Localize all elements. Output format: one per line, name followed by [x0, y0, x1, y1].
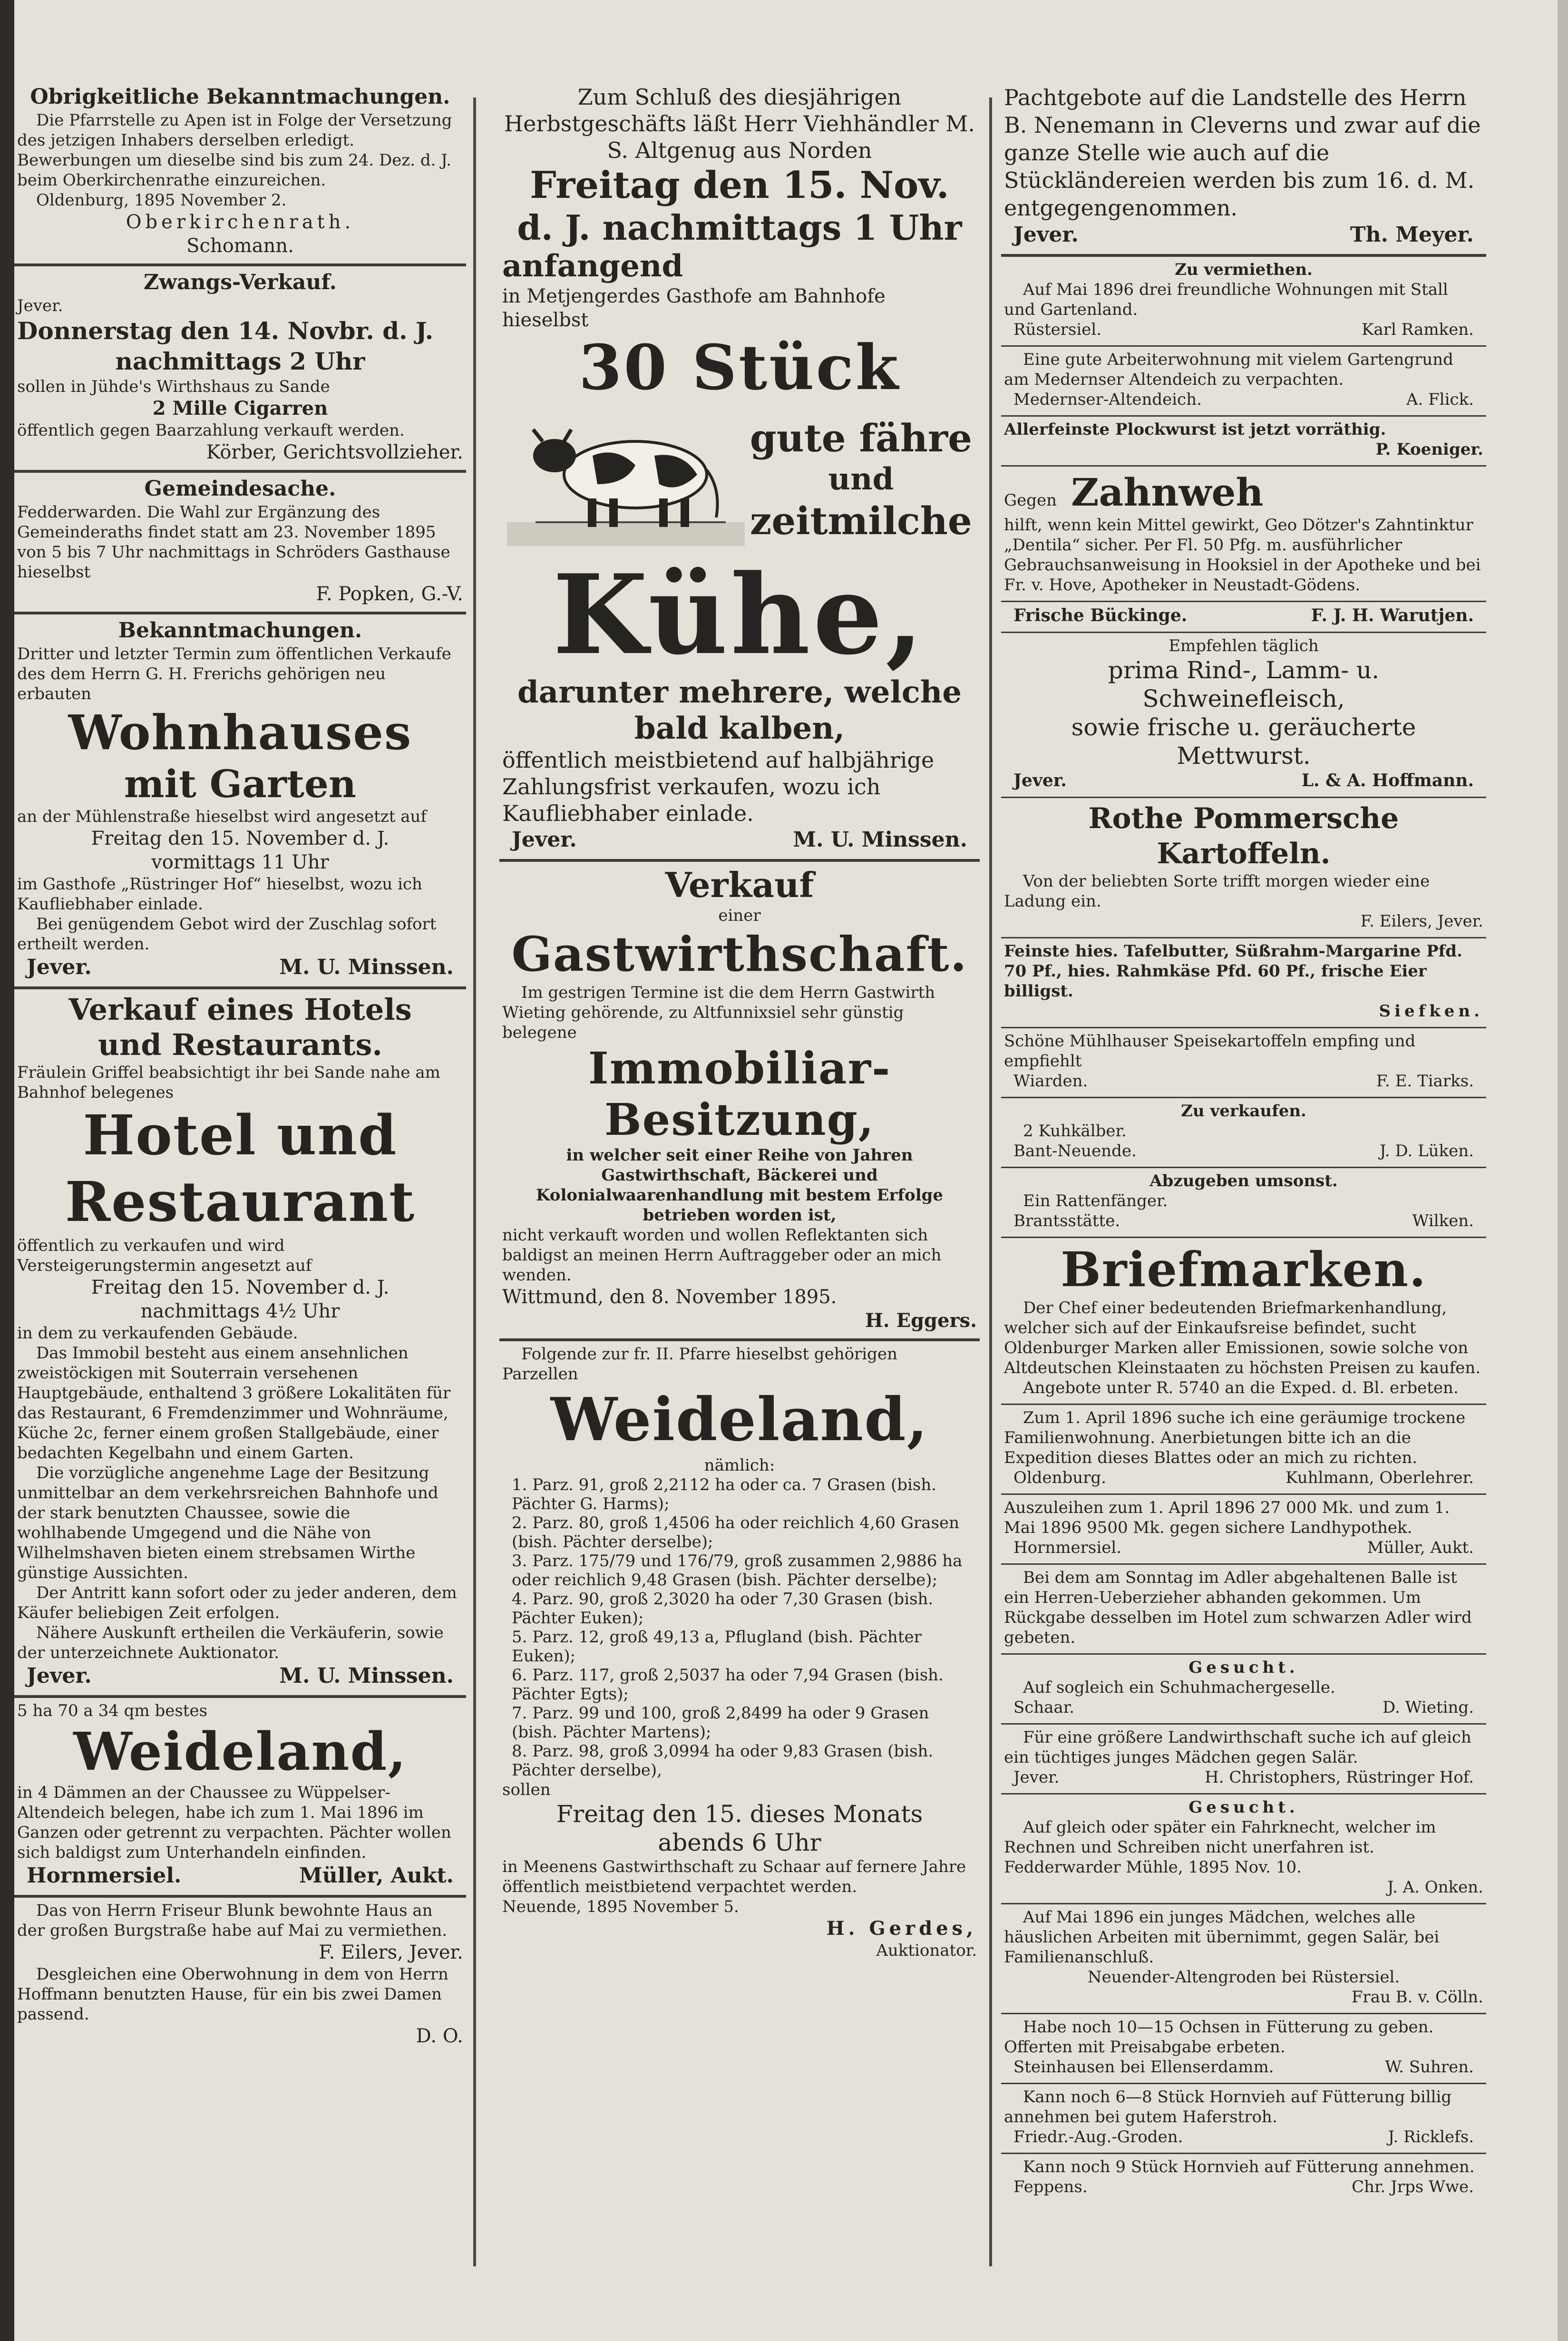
ad-signature-row — [1004, 222, 1483, 248]
ad-date-line: Freitag den 15. dieses Monats — [556, 1800, 923, 1828]
ad-text: anfangend — [502, 248, 683, 284]
ad-place: Schaar. — [1013, 1698, 1075, 1717]
ad-text: nicht verkauft worden und wollen Reflektanten sich baldigst an meinen Herrn Auftraggeber oder an mich wenden. — [502, 1226, 942, 1285]
ad-title: Zu vermiethen. — [1175, 260, 1313, 279]
ad-signature: Schomann. — [186, 235, 294, 257]
ad-signature: Körber, Gerichtsvollzieher. — [206, 441, 463, 463]
ad-weideland-2 — [499, 1341, 980, 1966]
ad-org: Oberkirchenrath. — [126, 211, 355, 233]
ad-signature: Siefken. — [1379, 1002, 1483, 1021]
ad-text: Auf sogleich ein Schuhmachergeselle. — [1023, 1678, 1335, 1697]
ad-headline: Immobiliar- — [588, 1043, 891, 1094]
ad-signature: A. Flick. — [1406, 390, 1474, 409]
parcel-item: 5. Parz. 12, groß 49,13 a, Pflugland (bish. Pächter Euken); — [512, 1628, 922, 1666]
ad-landwirthschaft — [1001, 1725, 1486, 1795]
ad-headline: Hotel und — [83, 1103, 398, 1168]
ad-signature: J. A. Onken. — [1387, 1878, 1483, 1897]
column-2 — [499, 81, 980, 2316]
ad-signature: L. & A. Hoffmann. — [1301, 771, 1474, 790]
cow-illustration — [507, 403, 745, 556]
ad-arbeiterwohnung — [1001, 347, 1486, 417]
ad-signature: M. U. Minssen. — [279, 955, 454, 979]
ad-text: Ein Rattenfänger. — [1023, 1191, 1168, 1210]
ad-headline: Restaurant — [65, 1170, 416, 1234]
ad-hotel — [14, 989, 466, 1698]
ad-date-line: Freitag den 15. November d. J. — [91, 828, 390, 849]
ad-familienwohnung — [1001, 1405, 1486, 1495]
ad-text: Kann noch 6—8 Stück Hornvieh auf Fütterung billig annehmen bei gutem Haferstroh. — [1004, 2087, 1452, 2126]
ad-intro: 5 ha 70 a 34 qm bestes — [17, 1701, 208, 1720]
ad-text: Angebote unter R. 5740 an die Exped. d. Bl. erbeten. — [1023, 1378, 1459, 1397]
ad-title: Zu verkaufen. — [1181, 1102, 1306, 1121]
ad-signature-row — [1004, 2127, 1483, 2147]
ad-date: Fedderwarder Mühle, 1895 Nov. 10. — [1004, 1858, 1302, 1877]
ad-place: Rüstersiel. — [1013, 320, 1102, 339]
ad-date-line: Freitag den 15. November d. J. — [91, 1277, 390, 1298]
ad-signature-row — [1004, 1468, 1483, 1488]
ad-time-line: abends 6 Uhr — [658, 1829, 821, 1856]
ad-kartoffeln — [1001, 798, 1486, 938]
cow-right-text — [750, 415, 972, 544]
ad-signature: Kuhlmann, Oberlehrer. — [1286, 1468, 1474, 1487]
ad-zahnweh — [1001, 467, 1486, 602]
ad-text: Auf gleich oder später ein Fahrknecht, welcher im Rechnen und Schreiben nicht unerfahren ist. — [1004, 1818, 1436, 1857]
ad-signature-row — [17, 954, 463, 981]
ad-intro: Im gestrigen Termine ist die dem Herrn Gastwirth Wieting gehörende, zu Altfunnixsiel sehr günstig belegene — [502, 983, 935, 1042]
ad-briefmarken — [1001, 1238, 1486, 1405]
parcel-item: 7. Parz. 99 und 100, groß 2,8499 ha oder 9 Grasen (bish. Pächter Martens); — [512, 1704, 929, 1742]
ad-ueberzieher — [1001, 1565, 1486, 1655]
ad-signature-row — [1004, 2057, 1483, 2077]
ad-place: Hornmersiel. — [27, 1863, 182, 1888]
ad-subheadline: darunter mehrere, welche — [517, 674, 962, 710]
ad-text: sowie frische u. geräucherte Mettwurst. — [1071, 713, 1416, 770]
ad-text: Habe noch 10—15 Ochsen in Fütterung zu geben. Offerten mit Preisabgabe erbeten. — [1004, 2018, 1434, 2057]
ad-signature-row — [1004, 1071, 1483, 1091]
ad-text: öffentlich meistbietend auf halbjährige Zahlungsfrist verkaufen, wozu ich Kaufliebhaber einlade. — [502, 747, 935, 826]
ad-signature-title: Auktionator. — [876, 1941, 977, 1960]
ad-gesucht-schuhmacher — [1001, 1655, 1486, 1725]
ad-signature: F. E. Tiarks. — [1376, 1072, 1474, 1091]
ad-text: zeitmilche — [750, 498, 972, 543]
parcel-item: 1. Parz. 91, groß 2,2112 ha oder ca. 7 Grasen (bish. Pächter G. Harms); — [512, 1475, 937, 1513]
ad-text: Frische Bückinge. — [1013, 605, 1188, 625]
ad-hornvieh-2 — [1001, 2154, 1486, 2203]
ad-auszuleihen — [1001, 1495, 1486, 1565]
ad-intro: Fräulein Griffel beabsichtigt ihr bei Sande nahe am Bahnhof belegenes — [17, 1063, 440, 1102]
ad-signature-row — [1004, 770, 1483, 791]
ad-text: Kann noch 9 Stück Hornvieh auf Fütterung annehmen. — [1023, 2157, 1475, 2176]
ad-text: gute fähre — [750, 416, 972, 460]
ad-plockwurst — [1001, 417, 1486, 467]
ad-signature: Th. Meyer. — [1350, 223, 1474, 247]
ad-date-line: Donnerstag den 14. Novbr. d. J. — [17, 317, 434, 345]
ad-text: Feinste hies. Tafelbutter, Süßrahm-Margarine Pfd. 70 Pf., hies. Rahmkäse Pfd. 60 Pf., frische Eier billigst. — [1004, 942, 1462, 1001]
ad-signature: H. Gerdes, — [826, 1917, 977, 1940]
parcel-item: 6. Parz. 117, groß 2,5037 ha oder 7,94 Grasen (bish. Pächter Egts); — [512, 1666, 944, 1704]
ad-signature-row — [17, 1863, 463, 1889]
ad-text: sollen in Jühde's Wirthshaus zu Sande — [17, 377, 330, 396]
ad-title: Bekanntmachungen. — [118, 618, 362, 643]
ad-title: Zwangs-Verkauf. — [143, 270, 337, 294]
ad-headline-row — [1004, 469, 1483, 515]
ad-headline: mit Garten — [124, 761, 357, 806]
ad-signature: Chr. Jrps Wwe. — [1352, 2177, 1474, 2196]
ad-signature: Wilken. — [1412, 1211, 1474, 1230]
ad-place: Friedr.-Aug.-Groden. — [1013, 2127, 1183, 2146]
ad-text: Das von Herrn Friseur Blunk bewohnte Haus an der großen Burgstraße habe auf Mai zu vermiethen. — [17, 1901, 448, 1940]
ad-signature: Frau B. v. Cölln. — [1351, 1988, 1483, 2007]
ad-text: Für eine größere Landwirthschaft suche ich auf gleich ein tüchtiges junges Mädchen gegen Salär. — [1004, 1728, 1471, 1767]
ad-signature: F. Eilers, Jever. — [1360, 912, 1483, 931]
ad-signature-row — [1004, 1538, 1483, 1558]
ad-text: nämlich: — [704, 1456, 775, 1475]
ad-weideland-1 — [14, 1698, 466, 1898]
ad-subheadline: bald kalben, — [634, 711, 845, 746]
ad-signature-row — [1004, 1767, 1483, 1787]
ad-speisekartoffeln — [1001, 1028, 1486, 1098]
ad-signature-row — [1004, 1697, 1483, 1717]
ad-signature-row — [17, 1663, 463, 1689]
parcel-item: 2. Parz. 80, groß 1,4506 ha oder reichlich 4,60 Grasen (bish. Pächter derselbe); — [512, 1513, 960, 1551]
ad-place: Jever. — [1013, 1768, 1060, 1787]
ad-place: Neuender-Altengroden bei Rüstersiel. — [1087, 1968, 1400, 1987]
ad-gastwirthschaft — [499, 862, 980, 1341]
ad-text: in dem zu verkaufenden Gebäude. — [17, 1324, 298, 1343]
ad-text: öffentlich zu verkaufen und wird Versteigerungstermin angesetzt auf — [17, 1236, 312, 1275]
ad-text: 2 Mille Cigarren — [152, 397, 328, 419]
ad-intro: Folgende zur fr. II. Pfarre hieselbst gehörigen Parzellen — [502, 1345, 897, 1384]
ad-signature: F. Popken, G.-V. — [316, 583, 463, 605]
ad-text: an der Mühlenstraße hieselbst wird angesetzt auf — [17, 807, 427, 826]
ad-bueckinge — [1001, 602, 1486, 633]
column-1 — [14, 81, 466, 2316]
ad-signature: H. Christophers, Rüstringer Hof. — [1205, 1768, 1474, 1787]
ad-text: Das Immobil besteht aus einem ansehnlichen zweistöckigen mit Souterrain versehenen Hauptgebäude, enthaltend 3 größere Lokalitäten für das Restaurant, 6 Fremdenzimmer und Wohnräume, Küche 2c, ferner einem großen Stallgebäude, einer bedachten Kegelbahn und einem Garten. — [17, 1344, 451, 1463]
ad-zwangsverkauf — [14, 266, 466, 473]
parcel-item: 8. Parz. 98, groß 3,0994 ha oder 9,83 Grasen (bish. Pächter derselbe), — [512, 1742, 934, 1780]
ad-signature: J. D. Lüken. — [1379, 1141, 1474, 1161]
ad-title: und Restaurants. — [98, 1027, 382, 1062]
ad-signature-row — [1004, 605, 1483, 626]
ad-text: 2 Kuhkälber. — [1023, 1122, 1127, 1141]
ad-signature: Müller, Aukt. — [299, 1863, 454, 1888]
ad-text: Nähere Auskunft ertheilen die Verkäuferin, sowie der unterzeichnete Auktionator. — [17, 1623, 444, 1662]
ad-headline: Wohnhauses — [68, 704, 412, 761]
ad-text: Von der beliebten Sorte trifft morgen wieder eine Ladung ein. — [1004, 872, 1430, 911]
ad-place: Jever. — [17, 296, 63, 315]
ad-gemeindesache — [14, 473, 466, 615]
ad-time-line: d. J. nachmittags 1 Uhr — [517, 207, 962, 248]
ad-body: Die Pfarrstelle zu Apen ist in Folge der Versetzung des jetzigen Inhabers derselben erledigt. Bewerbungen um dieselbe sind bis zum 24. Dez. d. J. beim Oberkirchenrathe einzureichen. — [17, 111, 452, 190]
ad-text: und — [828, 461, 894, 497]
ad-text: Die vorzügliche angenehme Lage der Besitzung unmittelbar an dem verkehrsreichen Bahnhofe und der stark benutzten Chaussee, sowie die wohlhabende Umgegend und die Nähe von Wilhelmshaven bieten einem strebsamen Wirthe günstige Aussichten. — [17, 1463, 438, 1582]
ad-signature: D. Wieting. — [1382, 1698, 1474, 1717]
ad-place: Steinhausen bei Ellenserdamm. — [1013, 2058, 1274, 2077]
ad-title: Verkauf eines Hotels — [68, 992, 412, 1027]
ad-signature-row — [1004, 390, 1483, 410]
ad-date: Oldenburg, 1895 November 2. — [36, 191, 287, 210]
ad-headline: Rothe Pommersche Kartoffeln. — [1088, 802, 1399, 870]
ad-obrigkeitliche — [14, 81, 466, 266]
ad-signature: F. Eilers, Jever. — [319, 1941, 463, 1963]
ad-rattenfaenger — [1001, 1168, 1486, 1238]
parcel-list — [502, 1475, 977, 1780]
ad-place: Jever. — [27, 1664, 92, 1688]
ad-text: Gegen — [1004, 491, 1057, 510]
ad-signature-row — [1004, 1141, 1483, 1161]
ad-date-line: Freitag den 15. Nov. — [530, 164, 949, 207]
ad-headline: Besitzung, — [604, 1094, 875, 1145]
ad-text: Der Chef einer bedeutenden Briefmarkenhandlung, welcher sich auf der Einkaufsreise befindet, sucht Oldenburger Marken aller Emissionen, sowie solche von Altdeutschen Kleinstaaten zu höchsten Preisen zu kaufen. — [1004, 1298, 1481, 1377]
ad-place: Brantsstätte. — [1013, 1211, 1120, 1230]
cow-section — [502, 403, 977, 556]
ad-signature: M. U. Minssen. — [793, 828, 967, 852]
ad-text: in welcher seit einer Reihe von Jahren Gastwirthschaft, Bäckerei und Kolonialwaarenhandlung mit bestem Erfolge betrieben worden ist, — [536, 1146, 944, 1225]
ad-title: Gemeindesache. — [144, 477, 336, 501]
ad-signature: J. Ricklefs. — [1388, 2127, 1474, 2146]
column-3 — [1001, 81, 1486, 2316]
ad-signature-row — [502, 827, 977, 853]
scan-left-edge — [0, 0, 14, 2341]
ad-text: Bei genügendem Gebot wird der Zuschlag sofort ertheilt werden. — [17, 915, 437, 954]
ad-text: Auf Mai 1896 ein junges Mädchen, welches alle häuslichen Arbeiten mit übernimmt, gegen Salär, bei Familienanschluß. — [1004, 1908, 1440, 1967]
ad-place: Jever. — [512, 828, 577, 852]
ad-signature: Müller, Aukt. — [1367, 1538, 1474, 1557]
ad-time-line: nachmittags 2 Uhr — [115, 347, 365, 375]
ad-text: Pachtgebote auf die Landstelle des Herrn B. Nenemann in Cleverns und zwar auf die ganze Stelle wie auch auf die Stückländereien werden bis zum 16. d. M. entgegengenommen. — [1004, 85, 1481, 221]
ad-title: Obrigkeitliche Bekanntmachungen. — [30, 85, 450, 109]
ad-vermiethen — [1001, 257, 1486, 347]
ad-signature: Karl Ramken. — [1362, 320, 1474, 339]
ad-signature: M. U. Minssen. — [279, 1664, 454, 1688]
ad-place: in Metjengerdes Gasthofe am Bahnhofe hieselbst — [502, 285, 886, 331]
ad-text: im Gasthofe „Rüstringer Hof“ hieselbst, wozu ich Kaufliebhaber einlade. — [17, 875, 422, 914]
ad-place: Medernser-Altendeich. — [1013, 390, 1202, 409]
ad-time-line: nachmittags 4½ Uhr — [140, 1300, 340, 1322]
ad-tafelbutter — [1001, 938, 1486, 1028]
scan-right-edge — [1558, 0, 1568, 2341]
ad-maedchen — [1001, 1904, 1486, 2014]
ad-intro: Dritter und letzter Termin zum öffentlichen Verkaufe des dem Herrn G. H. Frerichs gehörigen neu erbauten — [17, 644, 451, 703]
ad-title: Abzugeben umsonst. — [1149, 1171, 1338, 1190]
column-rule — [989, 98, 992, 2266]
ad-pachtgebote — [1001, 81, 1486, 257]
ad-hornvieh — [1001, 2084, 1486, 2154]
ad-text: Bei dem am Sonntag im Adler abgehaltenen Balle ist ein Herren-Ueberzieher abhanden gekommen. Um Rückgabe desselben im Hotel zum schwarzen Adler wird gebeten. — [1004, 1568, 1472, 1647]
ad-ochsen — [1001, 2014, 1486, 2084]
ad-intro: Zum Schluß des diesjährigen Herbstgeschäfts läßt Herr Viehhändler M. S. Altgenug aus Norden — [504, 84, 975, 163]
ad-text: Auszuleihen zum 1. April 1896 27 000 Mk. und zum 1. Mai 1896 9500 Mk. gegen sichere Landhypothek. — [1004, 1498, 1450, 1537]
ad-headline: Kühe, — [553, 551, 926, 679]
ad-headline: 30 Stück — [579, 331, 900, 404]
ad-place: Jever. — [27, 955, 92, 979]
ad-headline: Weideland, — [550, 1385, 929, 1454]
ad-time-line: vormittags 11 Uhr — [151, 851, 329, 873]
ad-place: Feppens. — [1013, 2177, 1088, 2196]
ad-title: Gesucht. — [1188, 1658, 1299, 1677]
ad-text: in Meenens Gastwirthschaft zu Schaar auf fernere Jahre öffentlich meistbietend verpachtet werden. — [502, 1857, 966, 1896]
ad-text: sollen — [502, 1780, 551, 1799]
ad-fleisch — [1001, 633, 1486, 798]
ad-title: Gesucht. — [1188, 1798, 1299, 1817]
ad-headline: Gastwirthschaft. — [511, 926, 968, 982]
ad-haus-vermieten — [14, 1898, 466, 2054]
ad-headline: Briefmarken. — [1061, 1241, 1427, 1297]
ad-signature: H. Eggers. — [865, 1309, 977, 1332]
ad-date: Wittmund, den 8. November 1895. — [502, 1286, 837, 1308]
ad-wohnhaus — [14, 615, 466, 989]
column-rule — [473, 98, 476, 2266]
ad-signature: P. Koeniger. — [1375, 440, 1483, 459]
ad-signature: F. J. H. Warutjen. — [1311, 605, 1474, 625]
ad-headline: Zahnweh — [1071, 470, 1264, 515]
ad-text: Allerfeinste Plockwurst ist jetzt vorräthig. — [1004, 420, 1386, 439]
parcel-item: 4. Parz. 90, groß 2,3020 ha oder 7,30 Grasen (bish. Pächter Euken); — [512, 1590, 934, 1628]
ad-text: hilft, wenn kein Mittel gewirkt, Geo Dötzer's Zahntinktur „Dentila“ sicher. Per Fl. 50 Pfg. m. ausführlicher Gebrauchsanweisung in Hooksiel in der Apotheke und bei Fr. v. Hove, Apotheker in Neustadt-Gödens. — [1004, 516, 1481, 595]
ad-place: Jever. — [1013, 771, 1067, 790]
ad-text: Auf Mai 1896 drei freundliche Wohnungen mit Stall und Gartenland. — [1004, 280, 1448, 319]
ad-text: öffentlich gegen Baarzahlung verkauft werden. — [17, 421, 405, 440]
ad-body: Fedderwarden. Die Wahl zur Ergänzung des Gemeinderaths findet statt am 23. November 1895 von 5 bis 7 Uhr nachmittags in Schröders Gasthause hieselbst — [17, 503, 450, 582]
ad-text: in 4 Dämmen an der Chaussee zu Wüppelser-Altendeich belegen, habe ich zum 1. Mai 1896 im Ganzen oder getrennt zu verpachten. Pächter wollen sich baldigst zum Unterhandeln einfinden. — [17, 1783, 451, 1862]
ad-text: Schöne Mühlhauser Speisekartoffeln empfing und empfiehlt — [1004, 1032, 1416, 1071]
ad-intro: Empfehlen täglich — [1169, 636, 1319, 655]
ad-headline: Weideland, — [73, 1721, 407, 1782]
ad-signature: W. Suhren. — [1385, 2058, 1474, 2077]
ad-kuehe — [499, 81, 980, 862]
ad-text: Der Antritt kann sofort oder zu jeder anderen, dem Käufer beliebigen Zeit erfolgen. — [17, 1583, 457, 1622]
ad-signature: D. O. — [416, 2025, 463, 2047]
ad-place: Jever. — [1013, 223, 1079, 247]
ad-signature-row — [1004, 320, 1483, 340]
ad-signature-row — [1004, 1211, 1483, 1231]
ad-place: Wiarden. — [1013, 1072, 1088, 1091]
parcel-item: 3. Parz. 175/79 und 176/79, groß zusammen 2,9886 ha oder reichlich 9,48 Grasen (bish. Pächter derselbe); — [512, 1551, 963, 1590]
ad-text: Zum 1. April 1896 suche ich eine geräumige trockene Familienwohnung. Anerbietungen bitte ich an die Expedition dieses Blattes oder an mich zu richten. — [1004, 1408, 1466, 1467]
ad-title: Verkauf — [665, 865, 814, 905]
ad-place: Bant-Neuende. — [1013, 1141, 1137, 1161]
ad-text: einer — [718, 906, 761, 925]
ad-place: Hornmersiel. — [1013, 1538, 1122, 1557]
ad-kuhkaelber — [1001, 1098, 1486, 1168]
ad-signature-row — [1004, 2177, 1483, 2197]
ad-gesucht-fahrknecht — [1001, 1795, 1486, 1904]
ad-text: Desgleichen eine Oberwohnung in dem von Herrn Hoffmann benutzten Hause, für ein bis zwei Damen passend. — [17, 1965, 448, 2024]
ad-text: Eine gute Arbeiterwohnung mit vielem Gartengrund am Medernser Altendeich zu verpachten. — [1004, 350, 1453, 389]
ad-place: Oldenburg. — [1013, 1468, 1107, 1487]
ad-text: prima Rind-, Lamm- u. Schweinefleisch, — [1108, 656, 1380, 712]
ad-date: Neuende, 1895 November 5. — [502, 1897, 739, 1916]
